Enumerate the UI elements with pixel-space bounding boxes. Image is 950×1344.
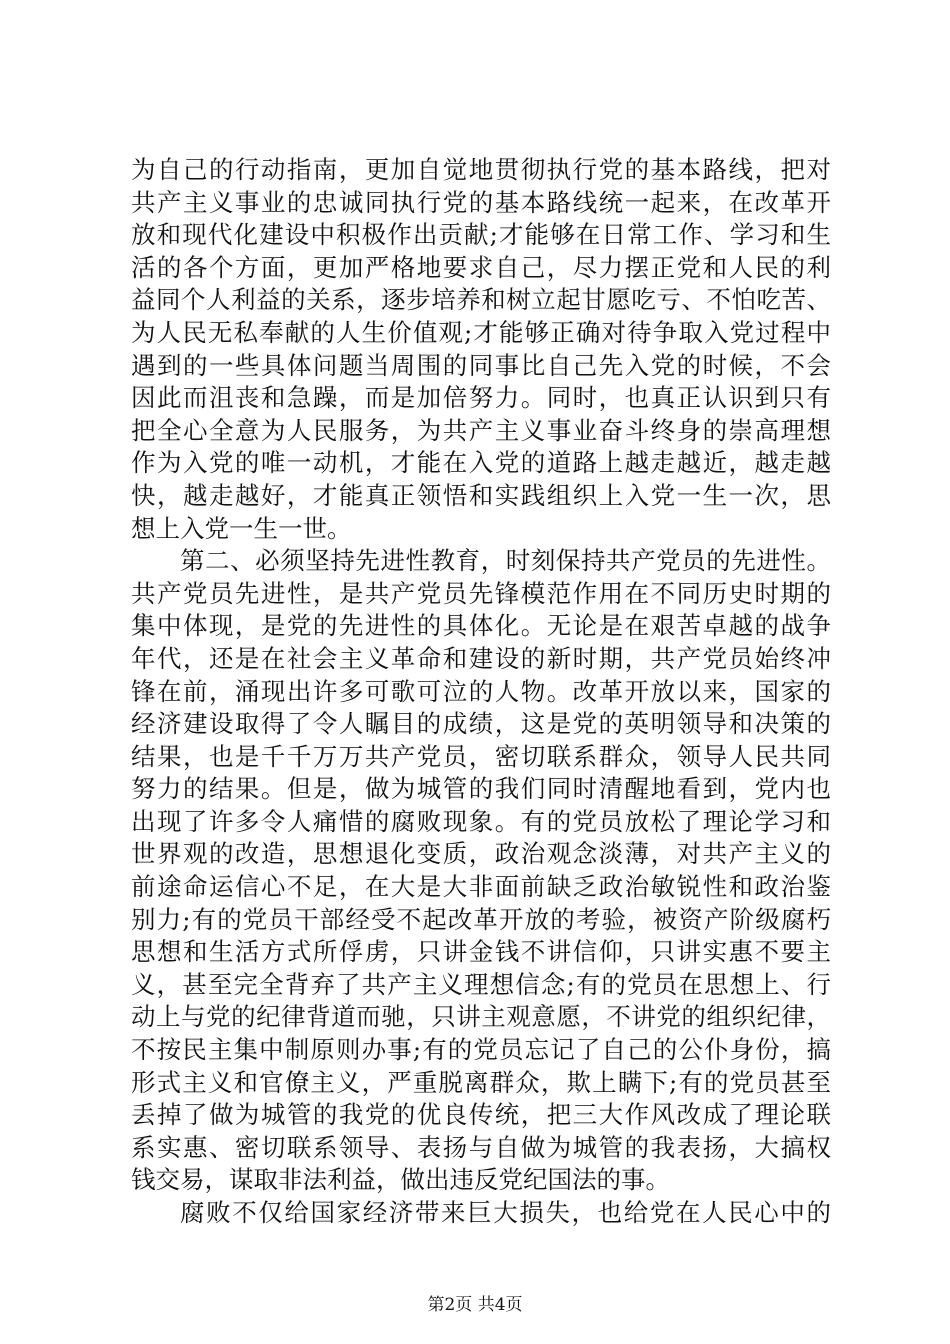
- text-line: 因此而沮丧和急躁，而是加倍努力。同时，也真正认识到只有: [131, 383, 831, 413]
- paragraph-start-line: 第二、必须坚持先进性教育，时刻保持共产党员的先进性。: [180, 546, 831, 576]
- text-line: 别力;有的党员干部经受不起改革开放的考验，被资产阶级腐朽: [131, 904, 831, 934]
- text-line: 活的各个方面，更加严格地要求自己，尽力摆正党和人民的利: [131, 252, 831, 282]
- text-line: 把全心全意为人民服务，为共产主义事业奋斗终身的崇高理想: [131, 415, 831, 445]
- text-line: 为人民无私奉献的人生价值观;才能够正确对待争取入党过程中: [131, 317, 831, 347]
- text-line: 为自己的行动指南，更加自觉地贯彻执行党的基本路线，把对: [131, 155, 831, 184]
- text-line: 义，甚至完全背弃了共产主义理想信念;有的党员在思想上、行: [131, 969, 831, 999]
- text-line: 遇到的一些具体问题当周围的同事比自己先入党的时候，不会: [131, 350, 831, 380]
- page-number-footer: 第2页 共4页: [427, 1295, 523, 1315]
- text-line: 集中体现，是党的先进性的具体化。无论是在艰苦卓越的战争: [131, 611, 831, 641]
- body-text: [131, 154, 831, 1230]
- text-line: 放和现代化建设中积极作出贡献;才能够在日常工作、学习和生: [131, 220, 831, 250]
- text-line: 不按民主集中制原则办事;有的党员忘记了自己的公仆身份，搞: [131, 1035, 831, 1065]
- text-line: 世界观的改造，思想退化变质，政治观念淡薄，对共产主义的: [131, 839, 831, 869]
- text-line: 努力的结果。但是，做为城管的我们同时清醒地看到，党内也: [131, 774, 831, 804]
- text-line: 结果，也是千千万万共产党员，密切联系群众，领导人民共同: [131, 741, 831, 771]
- text-line: 共产党员先进性，是共产党员先锋模范作用在不同历史时期的: [131, 578, 831, 608]
- text-line: 丢掉了做为城管的我党的优良传统，把三大作风改成了理论联: [131, 1100, 831, 1130]
- text-line: 共产主义事业的忠诚同执行党的基本路线统一起来，在改革开: [131, 187, 831, 217]
- text-line: 动上与党的纪律背道而驰，只讲主观意愿，不讲党的组织纪律，: [131, 1002, 831, 1032]
- text-line: 作为入党的唯一动机，才能在入党的道路上越走越近，越走越: [131, 448, 831, 478]
- text-line: 前途命运信心不足，在大是大非面前缺乏政治敏锐性和政治鉴: [131, 872, 831, 902]
- text-line: 想上入党一生一世。: [131, 513, 352, 543]
- text-line: 形式主义和官僚主义，严重脱离群众，欺上瞒下;有的党员甚至: [131, 1067, 831, 1097]
- text-line: 益同个人利益的关系，逐步培养和树立起甘愿吃亏、不怕吃苦、: [131, 285, 831, 315]
- text-line: 思想和生活方式所俘虏，只讲金钱不讲信仰，只讲实惠不要主: [131, 937, 831, 967]
- paragraph-start-line: 腐败不仅给国家经济带来巨大损失，也给党在人民心中的: [180, 1198, 831, 1227]
- text-line: 年代，还是在社会主义革命和建设的新时期，共产党员始终冲: [131, 643, 831, 673]
- text-line: 出现了许多令人痛惜的腐败现象。有的党员放松了理论学习和: [131, 806, 831, 836]
- text-line: 锋在前，涌现出许多可歌可泣的人物。改革开放以来，国家的: [131, 676, 831, 706]
- text-line: 经济建设取得了令人瞩目的成绩，这是党的英明领导和决策的: [131, 709, 831, 739]
- text-line: 系实惠、密切联系领导、表扬与自做为城管的我表扬，大搞权: [131, 1132, 831, 1162]
- text-line: 快，越走越好，才能真正领悟和实践组织上入党一生一次，思: [131, 480, 831, 510]
- text-line: 钱交易，谋取非法利益，做出违反党纪国法的事。: [131, 1165, 670, 1195]
